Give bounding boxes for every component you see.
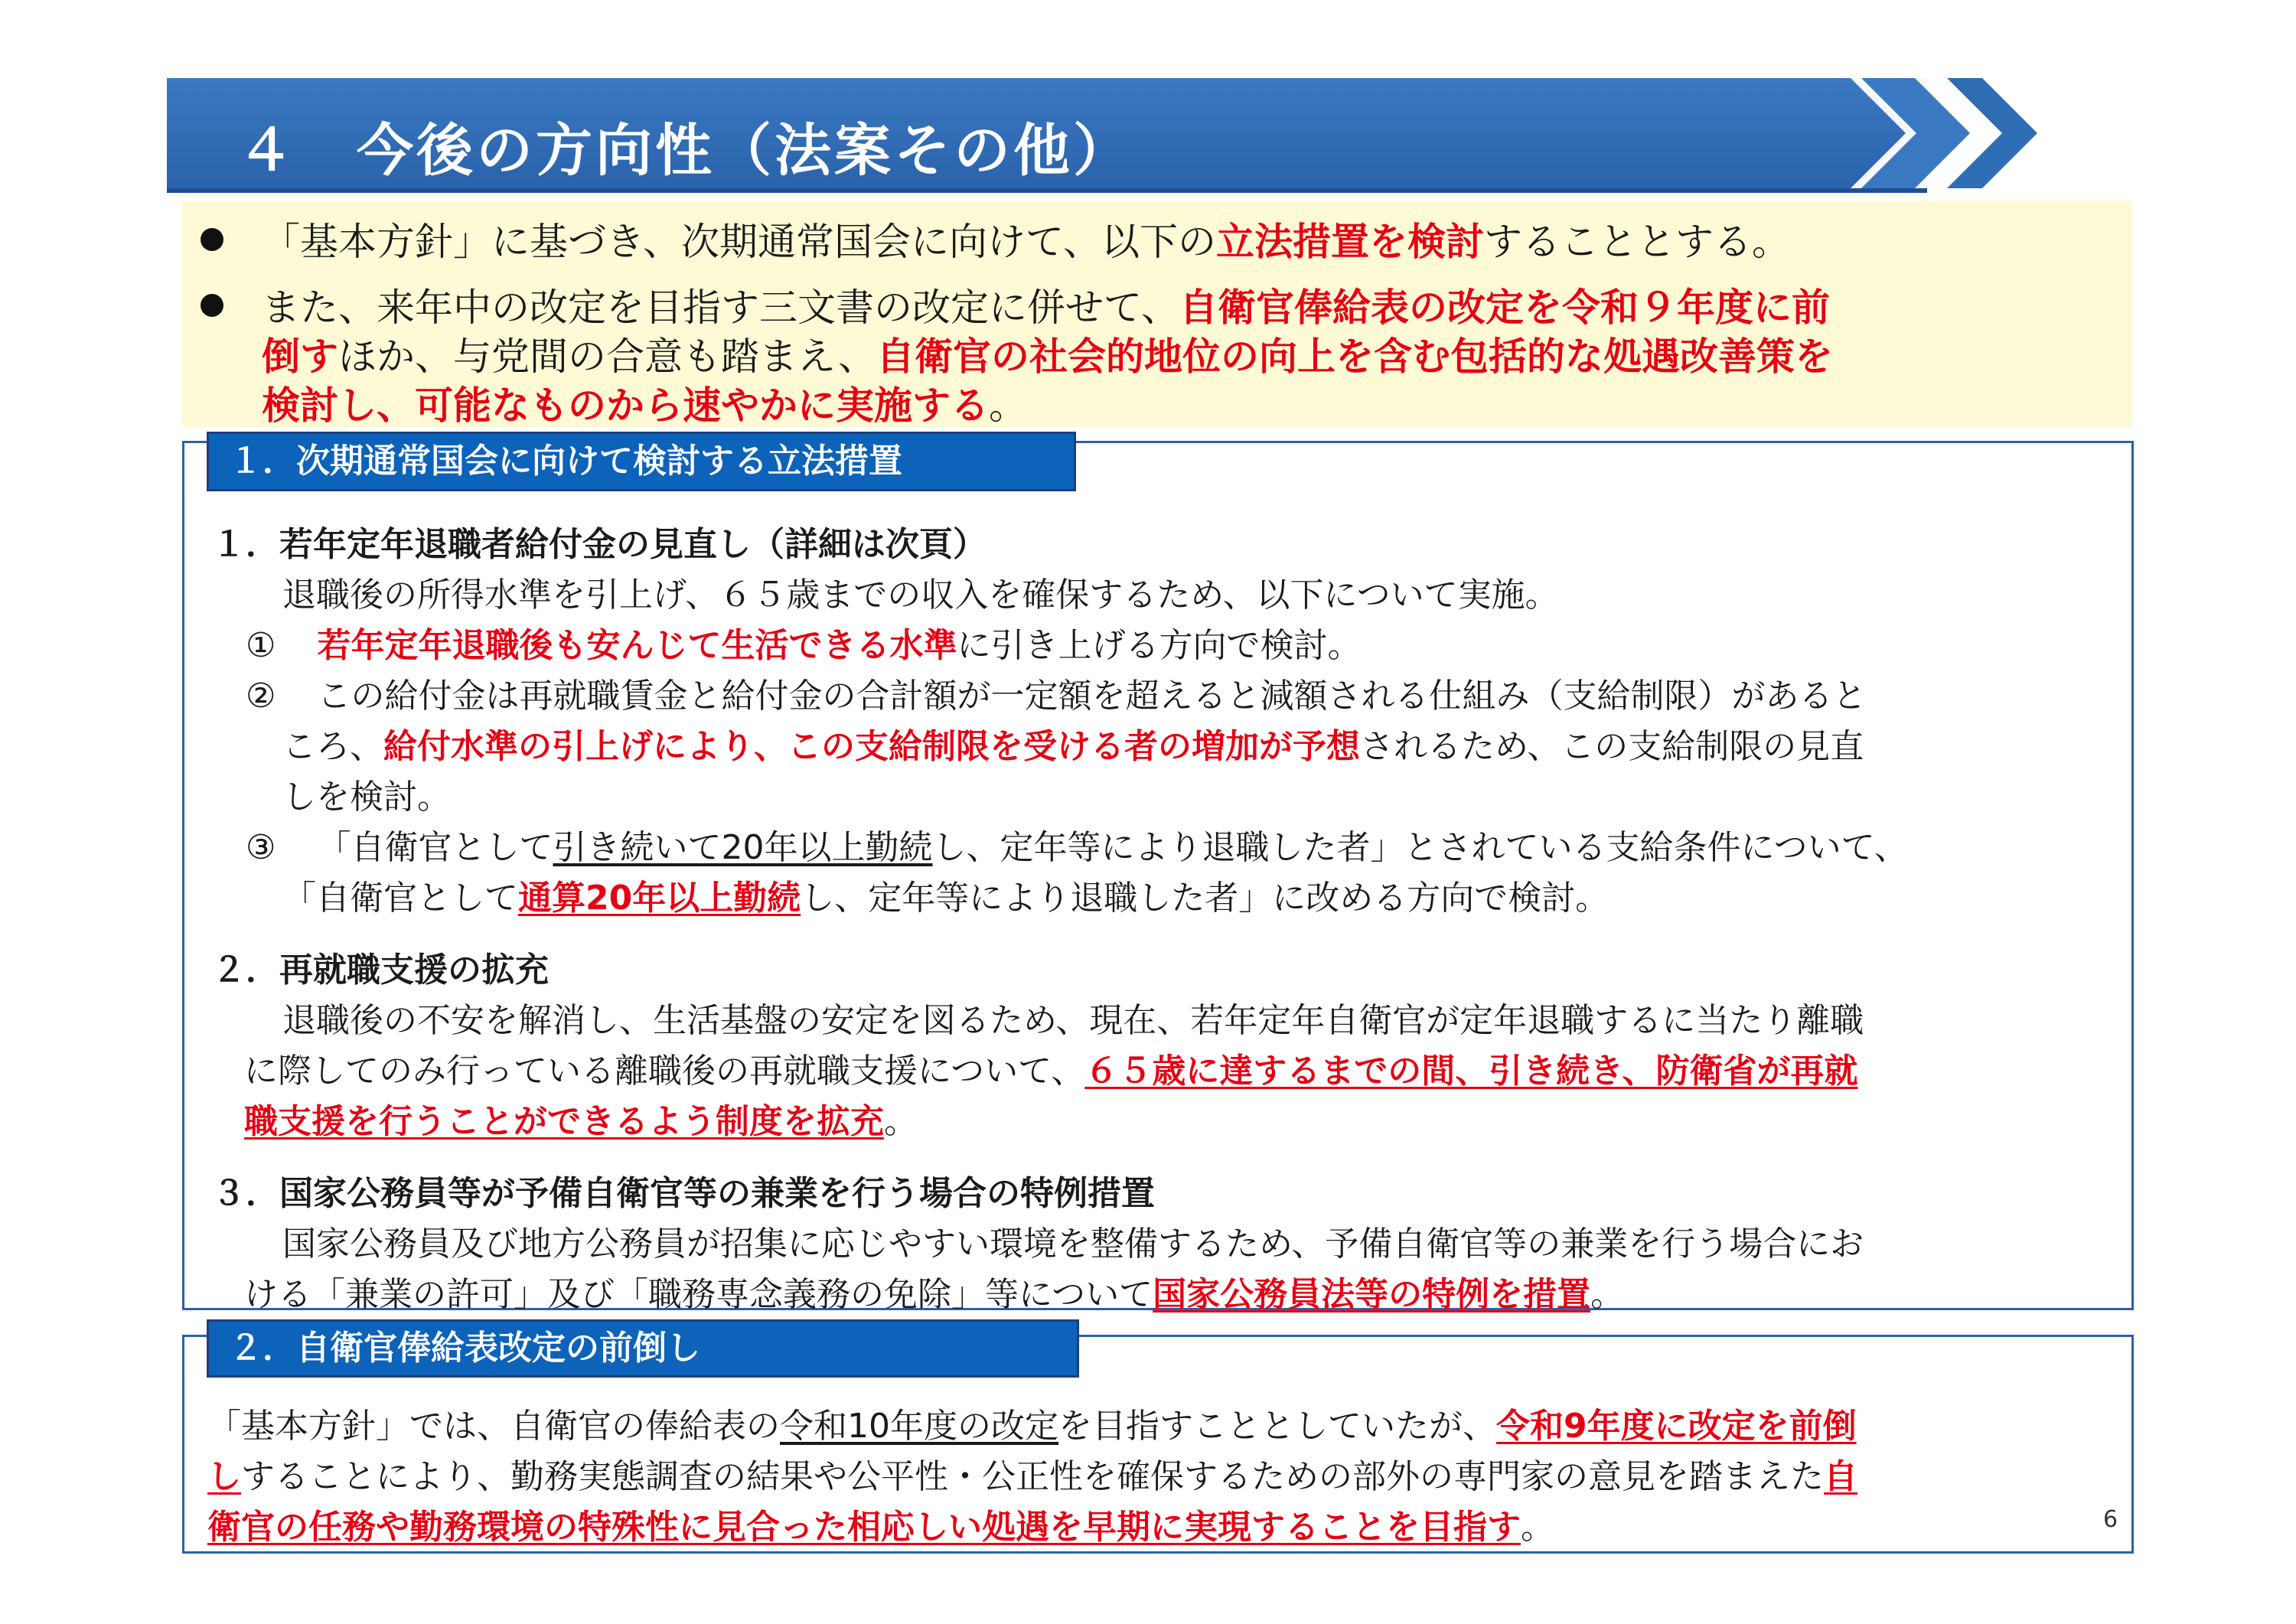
clause-highlight: 通算20年以上勤続 bbox=[518, 879, 801, 918]
summary-text: することとする。 bbox=[1484, 220, 1790, 264]
item-highlight: ６５歳に達するまでの間、引き続き、防衛省が再就 bbox=[1084, 1052, 1858, 1091]
item-2-line-3 bbox=[244, 1094, 918, 1143]
summary-bullet-2-line-2 bbox=[262, 326, 1833, 381]
clause-text: 「自衛官として bbox=[282, 879, 518, 918]
item-3-line-2 bbox=[244, 1267, 1624, 1316]
section-2-line-2 bbox=[207, 1449, 1857, 1498]
item-3-heading: ３．国家公務員等が予備自衛官等の兼業を行う場合の特例措置 bbox=[212, 1174, 1155, 1213]
clause-number: ③ bbox=[246, 828, 276, 867]
clause-text: ころ、 bbox=[282, 727, 383, 766]
clause-text: 「自衛官として bbox=[317, 828, 553, 867]
section-2-highlight: 令和9年度に改定を前倒 bbox=[1496, 1407, 1857, 1446]
section-2-text: 「基本方針」では、自衛官の俸給表の bbox=[207, 1407, 780, 1446]
item-1-clause-1 bbox=[246, 618, 1361, 667]
item-text: ける「兼業の許可」及び「職務専念義務の免除」等について bbox=[244, 1275, 1153, 1314]
section-2-text: を目指すこととしていたが、 bbox=[1058, 1407, 1496, 1446]
clause-text: し、定年等により退職した者」とされている支給条件について、 bbox=[932, 828, 1908, 867]
bullet-icon bbox=[201, 294, 223, 317]
item-1-clause-3-line-2 bbox=[282, 870, 1609, 919]
section-2-underlined: 令和10年度の改定 bbox=[780, 1407, 1058, 1446]
summary-highlight: 立法措置を検討 bbox=[1216, 220, 1484, 264]
summary-text: 。 bbox=[989, 383, 1027, 428]
item-highlight: 職支援を行うことができるよう制度を拡充 bbox=[244, 1102, 884, 1141]
summary-bullet-2-line-3 bbox=[262, 375, 1027, 430]
item-1-clause-2-line-2 bbox=[282, 719, 1864, 768]
section-2-line-1 bbox=[207, 1398, 1857, 1447]
clause-number: ② bbox=[246, 677, 276, 716]
section-2-highlight: し bbox=[207, 1457, 241, 1496]
section-1-box bbox=[182, 441, 2134, 1314]
header-banner bbox=[167, 78, 2037, 194]
item-highlight: 国家公務員法等の特例を措置 bbox=[1153, 1275, 1591, 1314]
summary-bullet-1 bbox=[262, 211, 1790, 266]
item-1-clause-2-line-1 bbox=[246, 668, 1866, 717]
summary-highlight: 倒す bbox=[262, 334, 338, 379]
item-2-line-2 bbox=[244, 1043, 1858, 1092]
summary-text: ほか、与党間の合意も踏まえ、 bbox=[338, 334, 876, 379]
item-text: 。 bbox=[884, 1102, 918, 1141]
summary-text: 「基本方針」に基づき、次期通常国会に向けて、以下の bbox=[262, 220, 1216, 264]
clause-text: に引き上げる方向で検討。 bbox=[957, 626, 1362, 665]
section-2-line-3 bbox=[207, 1499, 1554, 1548]
summary-highlight: 自衛官の社会的地位の向上を含む包括的な処遇改善策を bbox=[876, 334, 1833, 379]
item-1-clause-2-line-3: しを検討。 bbox=[282, 778, 451, 817]
summary-highlight: 検討し、可能なものから速やかに実施する bbox=[262, 383, 989, 428]
page-title: ４ 今後の方向性（法案その他） bbox=[237, 118, 1133, 184]
bullet-icon bbox=[201, 228, 223, 251]
clause-underlined: 引き続いて20年以上勤続 bbox=[553, 828, 933, 867]
item-2-line-1: 退職後の不安を解消し、生活基盤の安定を図るため、現在、若年定年自衛官が定年退職するに当たり離職 bbox=[282, 1001, 1864, 1040]
clause-highlight: 給付水準の引上げにより、この支給制限を受ける者の増加が予想 bbox=[383, 727, 1360, 766]
item-text: に際してのみ行っている離職後の再就職支援について、 bbox=[244, 1052, 1085, 1091]
section-2-highlight: 自 bbox=[1824, 1457, 1857, 1496]
clause-highlight: 若年定年退職後も安んじて生活できる水準 bbox=[317, 626, 957, 665]
item-1-intro: 退職後の所得水準を引上げ、６５歳までの収入を確保するため、以下について実施。 bbox=[282, 576, 1559, 615]
item-3-line-1: 国家公務員及び地方公務員が招集に応じやすい環境を整備するため、予備自衛官等の兼業を行う場合にお bbox=[282, 1225, 1864, 1264]
summary-highlight: 自衛官俸給表の改定を令和９年度に前 bbox=[1179, 285, 1830, 330]
clause-text: し、定年等により退職した者」に改める方向で検討。 bbox=[801, 879, 1609, 918]
section-2-highlight: 衛官の任務や勤務環境の特殊性に見合った相応しい処遇を早期に実現することを目指す bbox=[207, 1508, 1521, 1547]
summary-panel bbox=[182, 201, 2132, 427]
summary-text: また、来年中の改定を目指す三文書の改定に併せて、 bbox=[262, 285, 1179, 330]
section-1-tab: １．次期通常国会に向けて検討する立法措置 bbox=[207, 432, 1076, 491]
item-2-heading: ２．再就職支援の拡充 bbox=[212, 951, 549, 990]
section-2-text: 。 bbox=[1521, 1508, 1554, 1547]
item-1-heading: １．若年定年退職者給付金の見直し（詳細は次頁） bbox=[212, 525, 987, 564]
item-1-clause-3-line-1 bbox=[246, 820, 1908, 869]
section-2-tab: ２．自衛官俸給表改定の前倒し bbox=[207, 1319, 1079, 1378]
summary-bullet-2-line-1 bbox=[262, 277, 1830, 332]
clause-number: ① bbox=[246, 626, 276, 665]
clause-text: されるため、この支給制限の見直 bbox=[1360, 727, 1864, 766]
page-number: 6 bbox=[2103, 1506, 2118, 1533]
item-text: 。 bbox=[1590, 1275, 1625, 1314]
section-2-text: することにより、勤務実態調査の結果や公平性・公正性を確保するための部外の専門家の意見を踏まえた bbox=[241, 1457, 1824, 1496]
clause-text: この給付金は再就職賃金と給付金の合計額が一定額を超えると減額される仕組み（支給制限）があると bbox=[317, 677, 1867, 716]
